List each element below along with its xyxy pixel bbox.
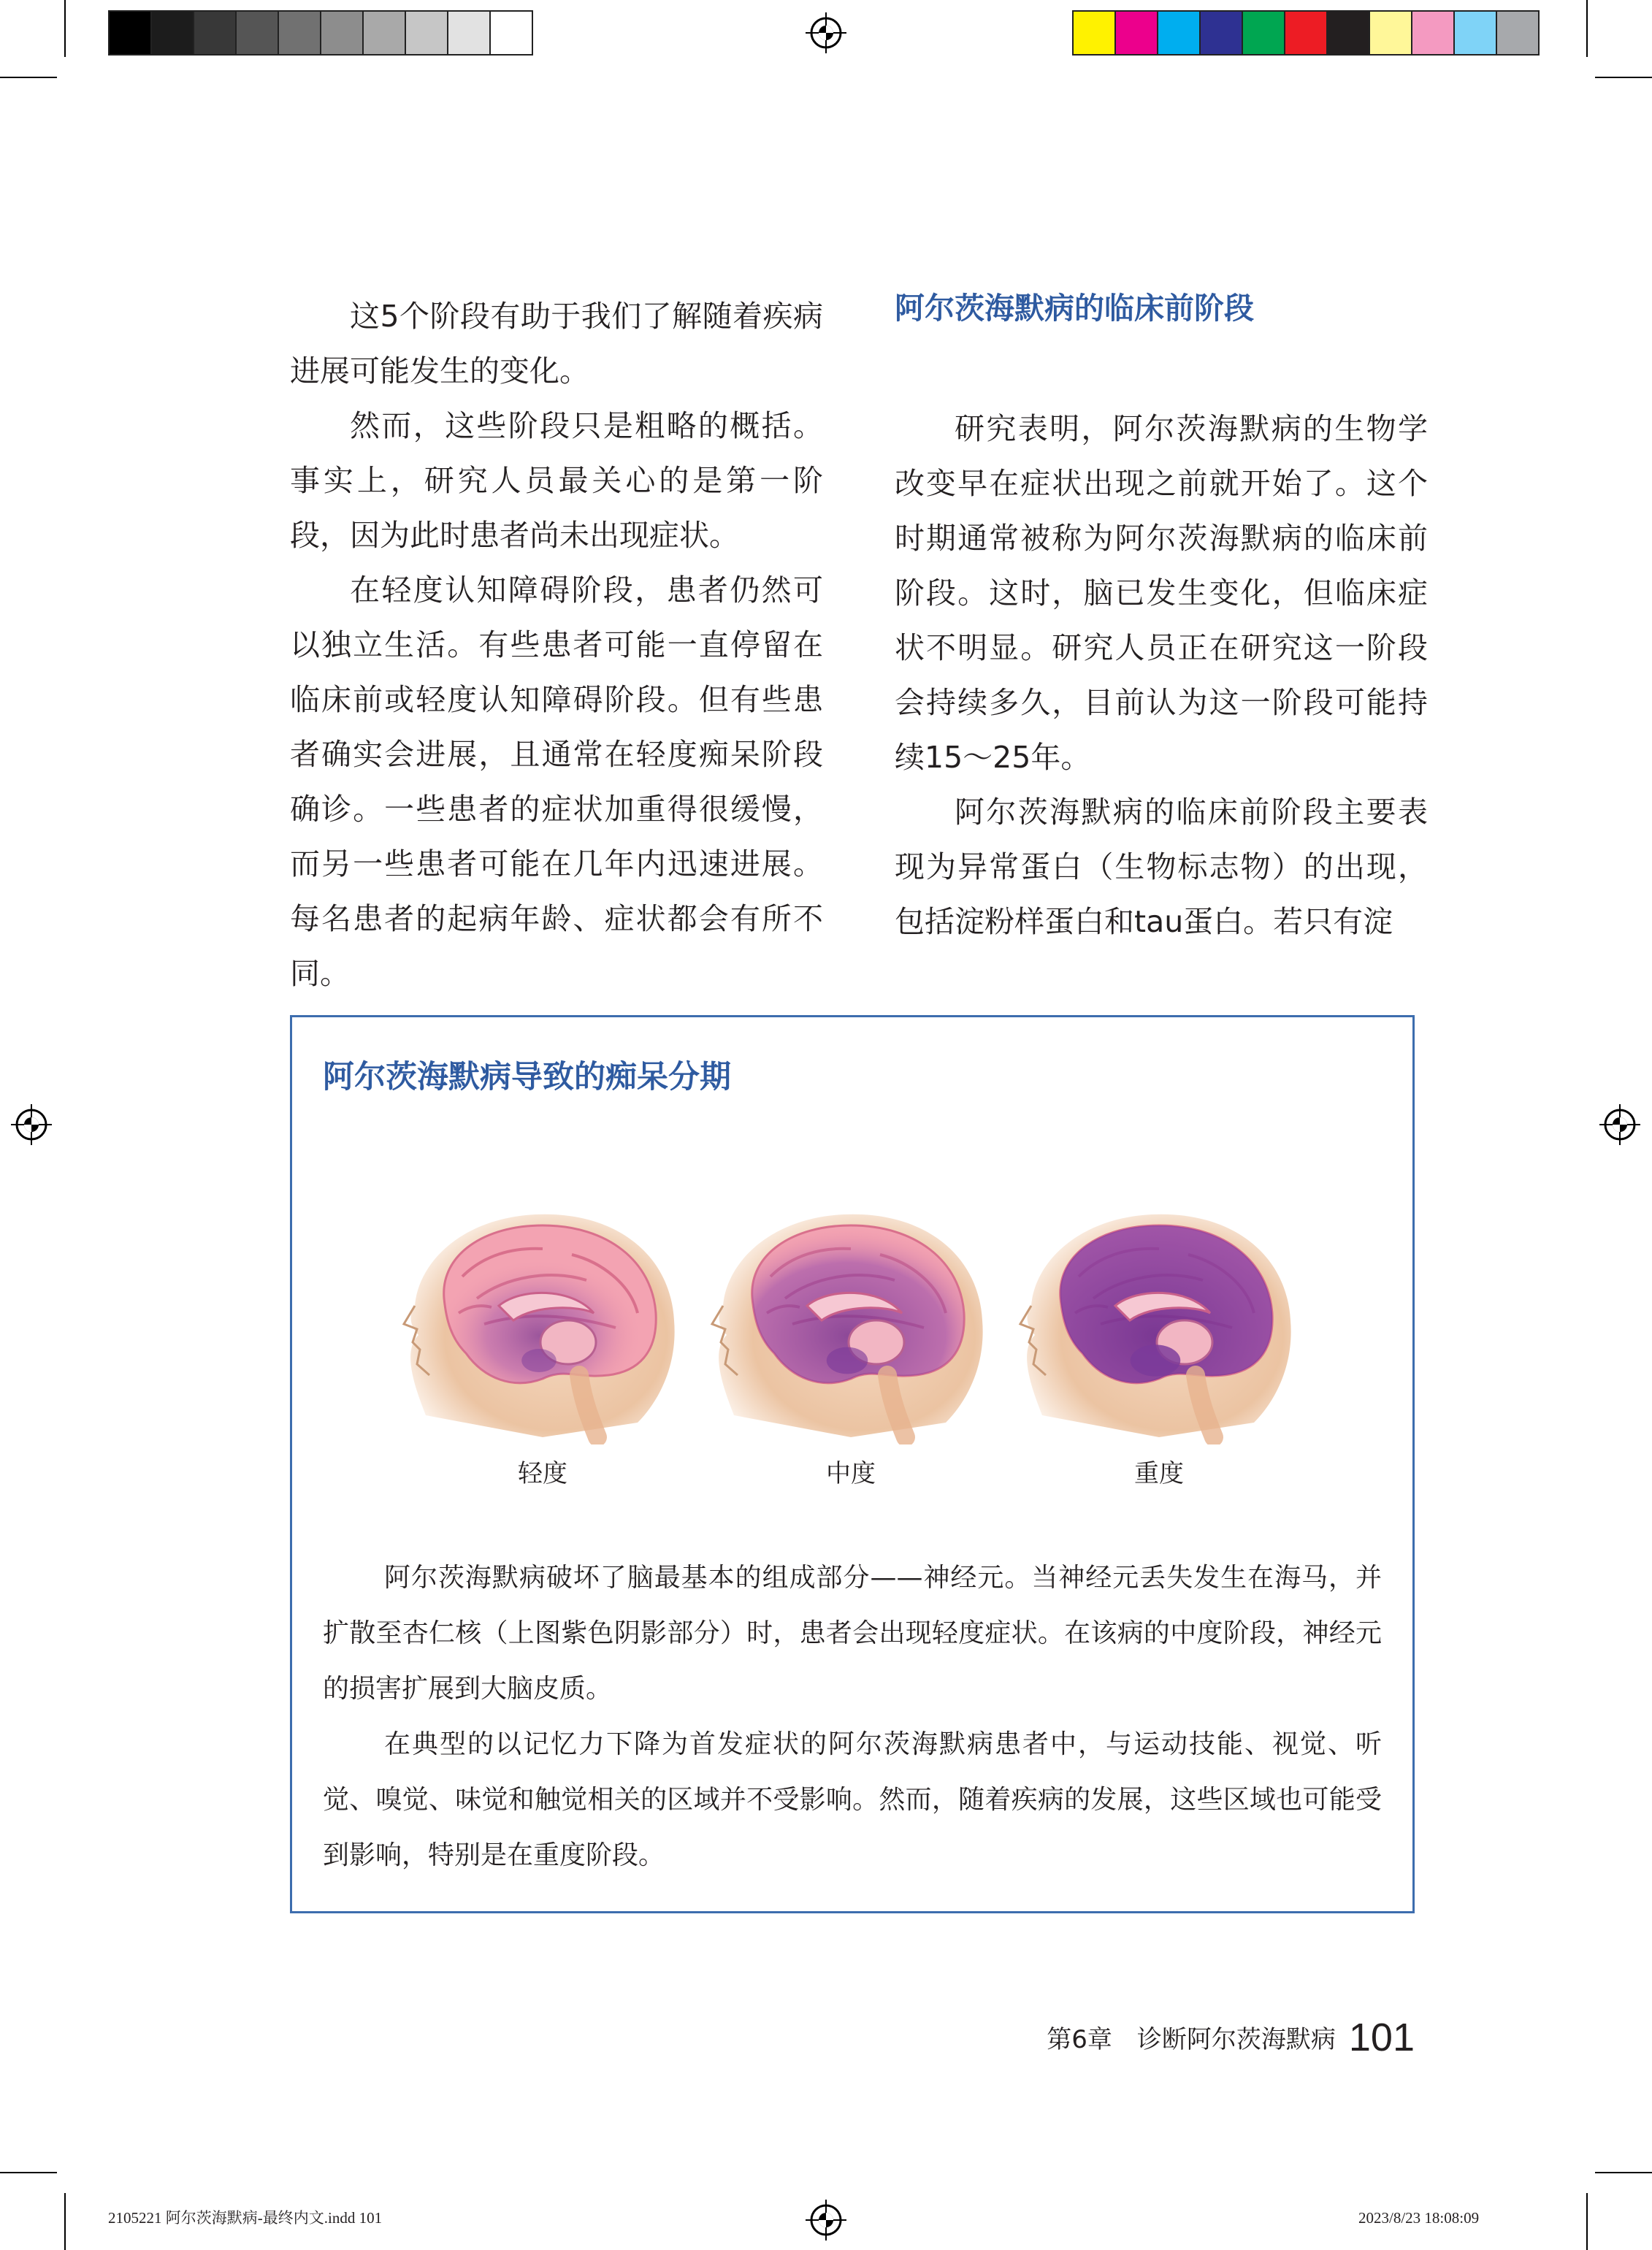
registration-mark-icon <box>1599 1104 1640 1145</box>
color-swatch <box>1158 12 1201 54</box>
section-heading: 阿尔茨海默病的临床前阶段 <box>895 291 1254 326</box>
body-paragraph: 在轻度认知障碍阶段，患者仍然可以独立生活。有些患者可能一直停留在临床前或轻度认知障碍阶段。但有些患者确实会进展，且通常在轻度痴呆阶段确诊。一些患者的症状加重得很缓慢，而另一些患者可能在几年内迅速进展。每名患者的起病年龄、症状都会有所不同。 <box>290 573 823 991</box>
right-text-column <box>895 286 1428 949</box>
color-swatch <box>1497 12 1538 54</box>
body-paragraph: 研究表明，阿尔茨海默病的生物学改变早在症状出现之前就开始了。这个时期通常被称为阿尔茨海默病的临床前阶段。这时，脑已发生变化，但临床症状不明显。研究人员正在研究这一阶段会持续多久，目前认为这一阶段可能持续15～25年。 <box>895 411 1428 775</box>
color-swatch <box>491 12 532 54</box>
chapter-title: 第6章 诊断阿尔茨海默病 <box>1047 2025 1336 2054</box>
body-paragraph: 这5个阶段有助于我们了解随着疾病进展可能发生的变化。 <box>290 299 823 389</box>
slug-timestamp: 2023/8/23 18:08:09 <box>1358 2209 1480 2227</box>
color-swatch <box>1285 12 1328 54</box>
color-swatch <box>1455 12 1497 54</box>
brain-illustration-mild <box>397 1196 689 1444</box>
left-text-column <box>290 289 823 1001</box>
registration-mark-icon <box>11 1104 52 1145</box>
color-swatch <box>1074 12 1116 54</box>
color-swatch <box>448 12 491 54</box>
body-paragraph: 阿尔茨海默病的临床前阶段主要表现为异常蛋白（生物标志物）的出现，包括淀粉样蛋白和tau蛋白。若只有淀 <box>895 795 1428 939</box>
stage-label-moderate: 中度 <box>826 1459 876 1488</box>
color-swatch <box>194 12 237 54</box>
dementia-stages-sidebar <box>290 1015 1415 1913</box>
registration-mark-icon <box>806 12 846 53</box>
color-swatch <box>1370 12 1412 54</box>
gray-color-bar <box>108 10 533 56</box>
stage-label-severe: 重度 <box>1134 1459 1184 1488</box>
slug-filename: 2105221 阿尔茨海默病-最终内文.indd 101 <box>108 2209 383 2227</box>
color-swatch <box>1243 12 1285 54</box>
color-swatch <box>1412 12 1455 54</box>
brain-illustration-severe <box>1013 1196 1305 1444</box>
color-swatch <box>406 12 448 54</box>
color-swatch <box>279 12 321 54</box>
page-number: 101 <box>1348 2016 1415 2059</box>
sidebar-paragraph: 阿尔茨海默病破坏了脑最基本的组成部分——神经元。当神经元丢失发生在海马，并扩散至杏仁核（上图紫色阴影部分）时，患者会出现轻度症状。在该病的中度阶段，神经元的损害扩展到大脑皮质。 <box>323 1563 1382 1704</box>
stage-label-mild: 轻度 <box>518 1459 567 1488</box>
brain-illustration-moderate <box>705 1196 997 1444</box>
body-paragraph: 然而，这些阶段只是粗略的概括。事实上，研究人员最关心的是第一阶段，因为此时患者尚未出现症状。 <box>290 408 823 553</box>
color-swatch <box>1201 12 1243 54</box>
registration-mark-icon <box>806 2200 846 2241</box>
color-swatch <box>364 12 406 54</box>
color-swatch <box>1116 12 1158 54</box>
sidebar-title: 阿尔茨海默病导致的痴呆分期 <box>323 1059 731 1095</box>
color-swatch <box>237 12 279 54</box>
color-swatch <box>1328 12 1370 54</box>
running-footer <box>1047 2012 1415 2065</box>
color-swatch <box>321 12 364 54</box>
color-swatch <box>152 12 194 54</box>
color-swatch <box>110 12 152 54</box>
sidebar-paragraph: 在典型的以记忆力下降为首发症状的阿尔茨海默病患者中，与运动技能、视觉、听觉、嗅觉、味觉和触觉相关的区域并不受影响。然而，随着疾病的发展，这些区域也可能受到影响，特别是在重度阶段。 <box>323 1729 1382 1870</box>
process-color-bar <box>1072 10 1540 56</box>
sidebar-text <box>323 1550 1382 1883</box>
